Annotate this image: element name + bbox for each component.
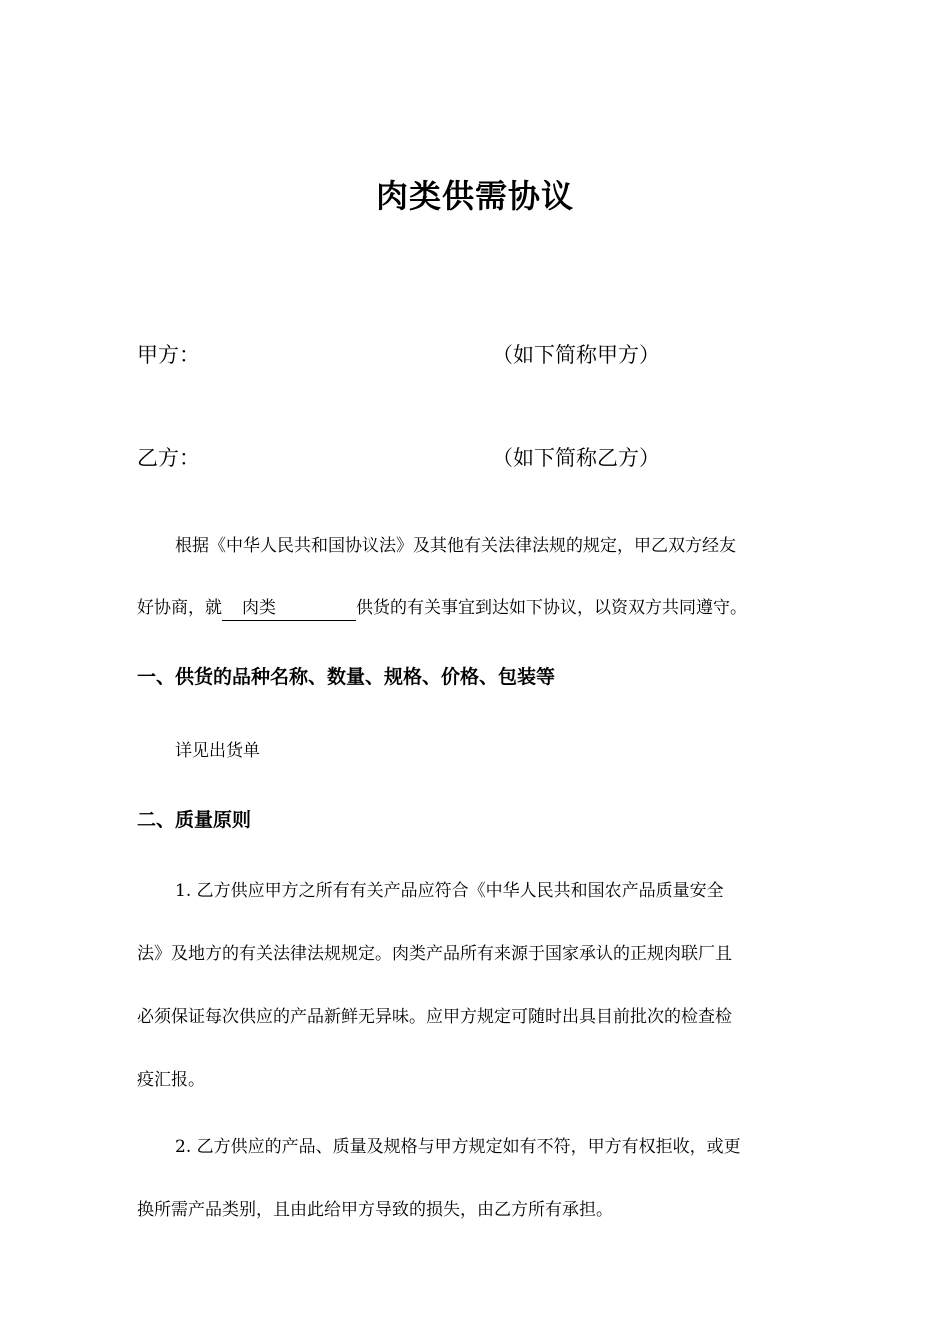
goods-type-field: 肉类 xyxy=(222,596,356,621)
party-a-label: 甲方： xyxy=(137,343,200,367)
party-a-row xyxy=(137,337,817,373)
clause-1-line-3: 必须保证每次供应的产品新鲜无异味。应甲方规定可随时出具目前批次的检查检 xyxy=(137,1007,732,1027)
intro-line-2-suffix: 供货的有关事宜到达如下协议，以资双方共同遵守。 xyxy=(356,598,747,618)
intro-line-1-text: 根据《中华人民共和国协议法》及其他有关法律法规的规定，甲乙双方经友 xyxy=(175,536,736,556)
section-1-body-text: 详见出货单 xyxy=(175,741,260,761)
intro-line-2-prefix: 好协商，就 xyxy=(137,598,222,618)
clause-2-line-2: 换所需产品类别，且由此给甲方导致的损失，由乙方所有承担。 xyxy=(137,1200,613,1220)
document-title: 肉类供需协议 xyxy=(375,177,574,215)
intro-line-2 xyxy=(137,592,809,624)
clause-1-line-1: 1. 乙方供应甲方之所有有关产品应符合《中华人民共和国农产品质量安全 xyxy=(175,881,724,901)
party-b-row xyxy=(137,440,817,476)
section-1-heading: 一、供货的品种名称、数量、规格、价格、包装等 xyxy=(137,666,556,688)
clause-1-line-4: 疫汇报。 xyxy=(137,1070,205,1090)
intro-line-1 xyxy=(137,530,809,562)
section-1-body xyxy=(137,735,809,767)
clause-2-line-1: 2. 乙方供应的产品、质量及规格与甲方规定如有不符，甲方有权拒收，或更 xyxy=(175,1137,741,1157)
party-a-alias: （如下简称甲方） xyxy=(492,343,660,367)
clause-1-line-2: 法》及地方的有关法律法规规定。肉类产品所有来源于国家承认的正规肉联厂且 xyxy=(137,944,732,964)
party-b-alias: （如下简称乙方） xyxy=(492,446,660,470)
party-b-label: 乙方： xyxy=(137,446,200,470)
section-2-heading: 二、质量原则 xyxy=(137,809,252,831)
